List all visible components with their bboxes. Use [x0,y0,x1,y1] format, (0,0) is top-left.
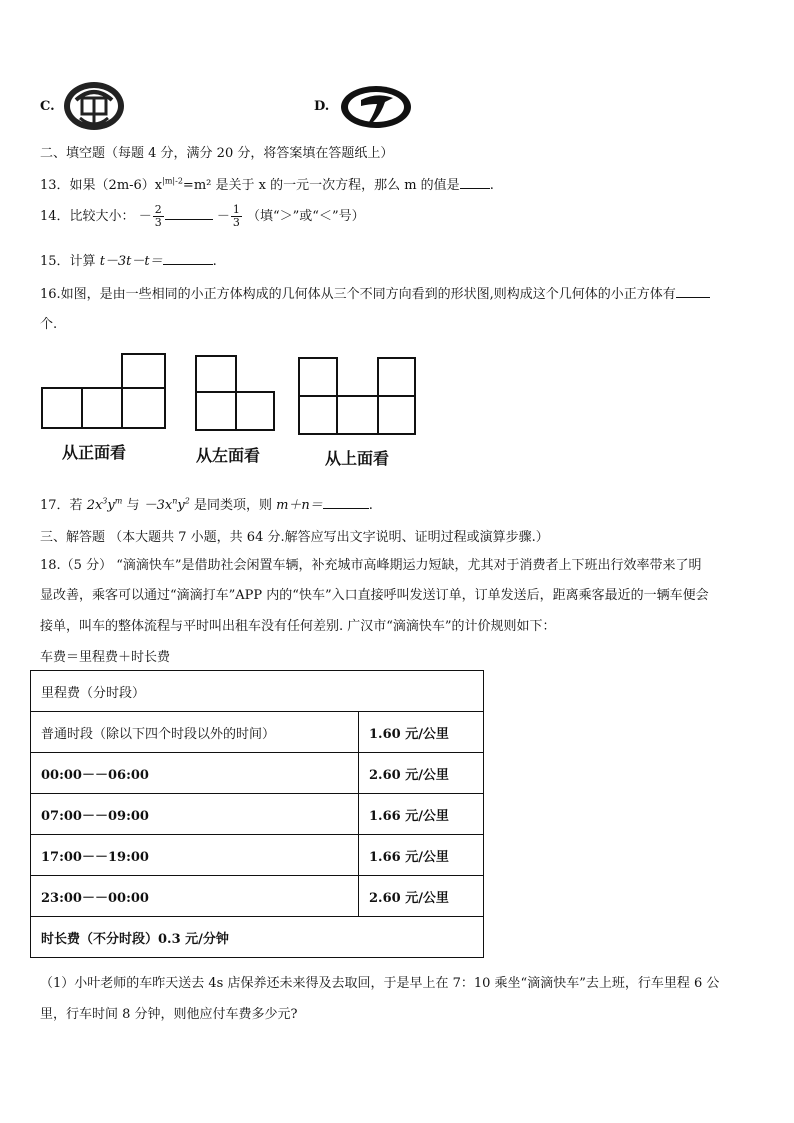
table-row [31,794,484,835]
period-cell: 17:00－－19:00 [31,835,359,876]
top-view-cell [298,395,338,435]
table-row [31,671,484,712]
q14-prefix: 14．比较大小： [40,209,135,224]
q16-answer-blank[interactable] [676,285,710,298]
question-16-line2: 个. [40,317,58,332]
left-view-cell [195,391,237,431]
q14-answer-blank[interactable] [165,207,213,220]
front-view-cell [121,387,166,429]
price-cell: 1.60 元/公里 [359,712,484,753]
price-cell: 2.60 元/公里 [359,753,484,794]
table-row [31,917,484,958]
q15-answer-blank[interactable] [163,252,213,265]
q18-sub1-line-1: （1）小叶老师的车昨天送去 4s 店保养还未来得及去取回，于是早上在 7：10 乘坐“滴滴快车”去上班，行车里程 6 公 [40,976,720,991]
period-cell: 普通时段（除以下四个时段以外的时间） [31,712,359,753]
left-view-cell [195,355,237,393]
q18-line-1: 18.（5 分） “滴滴快车”是借助社会闲置车辆，补充城市高峰期运力短缺，尤其对于消费者上下班出行效率带来了明 [40,558,702,573]
q13-exponent: |m|-2 [162,176,183,186]
q13-end: . [489,178,494,193]
q17-prefix: 17．若 [40,498,87,513]
q18-line-2: 显改善，乘客可以通过“滴滴打车”APP 内的“快车”入口直接呼叫发送订单，订单发送后，距离乘客最近的一辆车便会 [40,588,709,603]
price-cell: 2.60 元/公里 [359,876,484,917]
top-view-cell [298,357,338,397]
front-view-cell [121,353,166,389]
q18-sub1-line-2: 里，行车时间 8 分钟，则他应付车费多少元? [40,1007,298,1022]
table-row [31,712,484,753]
front-view-label: 从正面看 [62,443,127,462]
q13-answer-blank[interactable] [460,176,490,189]
q14-fraction-2: $\frac{1}{3}$ [232,203,240,229]
period-cell: 23:00－－00:00 [31,876,359,917]
q13-text-post: =m² 是关于 x 的一元一次方程，那么 m 的值是 [182,178,460,193]
top-view-label: 从上面看 [325,449,390,468]
section-3-title: 三、解答题 （本大题共 7 小题，共 64 分.解答应写出文字说明、证明过程或演算步骤.） [40,530,549,545]
q15-expression: t－3t－t＝ [99,254,163,269]
front-view-cell [81,387,123,429]
fare-table [30,670,484,958]
q15-prefix: 15．计算 [40,254,100,269]
period-cell: 00:00－－06:00 [31,753,359,794]
question-13 [40,174,494,193]
faw-logo-icon [339,84,413,130]
q17-suffix: 是同类项，则 [189,498,277,513]
option-c-label: C. [40,99,55,114]
fare-formula: 车费＝里程费＋时长费 [40,650,171,665]
q17-ask: m＋n＝ [276,498,323,513]
q14-suffix: （填“＞”或“＜”号） [247,209,365,224]
q15-end: . [212,254,217,269]
price-cell: 1.66 元/公里 [359,835,484,876]
question-14: 14．比较大小： － $\frac{2}{3}$ － $\frac{1}{3}$ （填“＞”或“＜”号） [40,203,365,229]
question-16-line1 [40,283,710,302]
period-cell: 07:00－－09:00 [31,794,359,835]
table-row [31,835,484,876]
table-footer: 时长费（不分时段）0.3 元/分钟 [31,917,484,958]
q17-answer-blank[interactable] [323,496,369,509]
top-view-cell [377,357,416,397]
option-d-label: D. [314,99,330,114]
left-view-cell [235,391,275,431]
section-2-title: 二、填空题（每题 4 分，满分 20 分，将答案填在答题纸上） [40,146,394,161]
top-view-cell [377,395,416,435]
q16-text: 16.如图，是由一些相同的小正方体构成的几何体从三个不同方向看到的形状图,则构成这个几何体的小正方体有 [40,287,676,302]
brilliance-logo-icon [62,80,126,132]
table-row [31,753,484,794]
table-row [31,876,484,917]
left-view-label: 从左面看 [196,446,261,465]
top-view-cell [336,395,379,435]
price-cell: 1.66 元/公里 [359,794,484,835]
question-15 [40,250,217,269]
front-view-cell [41,387,83,429]
q13-text-pre: 13．如果（2m-6）x [40,178,163,193]
question-17: 17．若 $2x^3y^m$ 与 $-3x^ny^2$ 是同类项，则 m＋n＝ . [40,496,373,513]
table-header: 里程费（分时段） [31,671,484,712]
q14-fraction-1: $\frac{2}{3}$ [154,203,162,229]
q18-line-3: 接单，叫车的整体流程与平时叫出租车没有任何差别. 广汉市“滴滴快车”的计价规则如下： [40,619,556,634]
